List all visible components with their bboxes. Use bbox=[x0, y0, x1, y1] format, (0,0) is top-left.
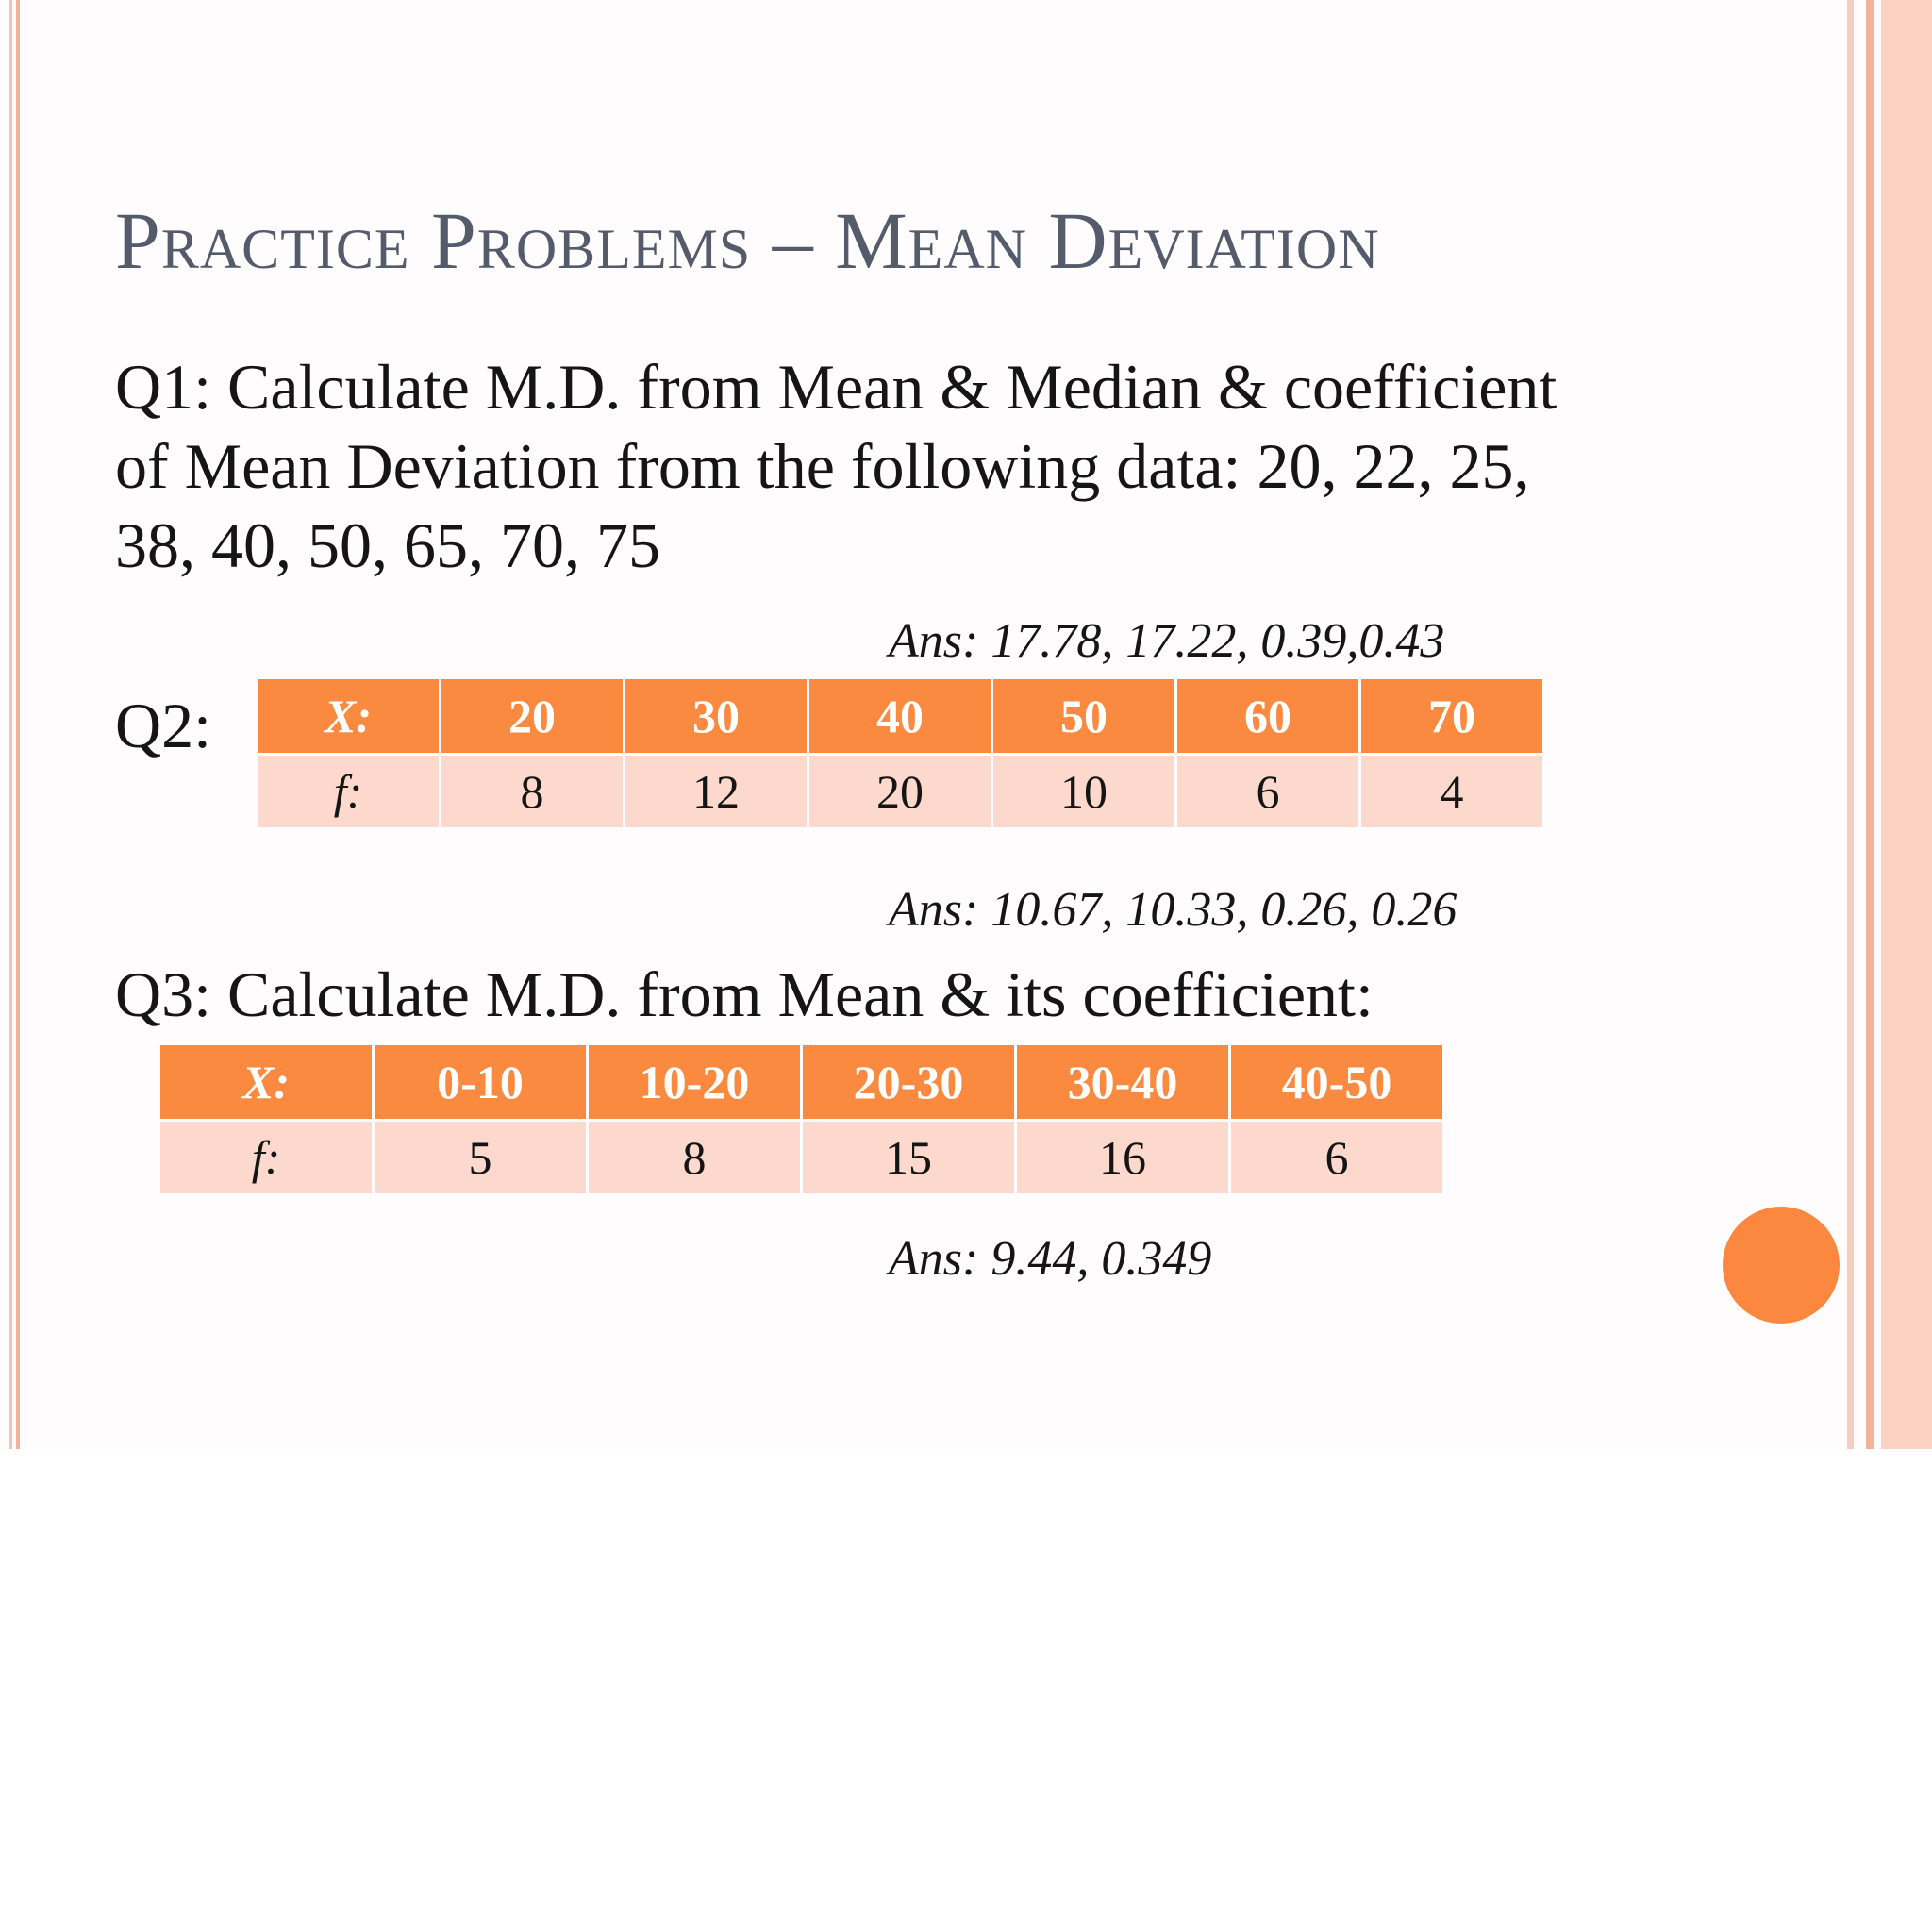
table-cell: X: bbox=[160, 1045, 372, 1119]
left-border-line bbox=[9, 0, 12, 1449]
table-cell: 16 bbox=[1017, 1122, 1228, 1193]
question-1-text: Q1: Calculate M.D. from Mean & Median & coefficient of Mean Deviation from the following data: 20, 22, 25, 38, 40, 50, 65, 70, 75 bbox=[115, 351, 1557, 581]
question-1-answer: Ans: 17.78, 17.22, 0.39,0.43 bbox=[889, 614, 1445, 668]
table-cell: 6 bbox=[1231, 1122, 1442, 1193]
right-border-line bbox=[1866, 0, 1874, 1449]
question-3-answer: Ans: 9.44, 0.349 bbox=[889, 1232, 1212, 1286]
table-cell: 50 bbox=[993, 679, 1174, 753]
table-cell: 40 bbox=[809, 679, 991, 753]
right-border-line bbox=[1847, 0, 1854, 1449]
table-cell: 4 bbox=[1361, 756, 1542, 827]
table-header-row bbox=[258, 679, 1542, 753]
table-row bbox=[258, 756, 1542, 827]
question-2-answer: Ans: 10.67, 10.33, 0.26, 0.26 bbox=[889, 883, 1457, 937]
blank-area bbox=[0, 1449, 1932, 1932]
table-header-row bbox=[160, 1045, 1442, 1119]
table-cell: 8 bbox=[441, 756, 623, 827]
table-cell: 20 bbox=[441, 679, 623, 753]
table-cell: 8 bbox=[589, 1122, 800, 1193]
table-cell: 70 bbox=[1361, 679, 1542, 753]
slide-title: Practice Problems – Mean Deviation bbox=[115, 195, 1380, 286]
table-cell: 30-40 bbox=[1017, 1045, 1228, 1119]
question-3-table bbox=[158, 1042, 1445, 1196]
table-cell: 40-50 bbox=[1231, 1045, 1442, 1119]
table-cell: 10-20 bbox=[589, 1045, 800, 1119]
table-cell: 0-10 bbox=[375, 1045, 586, 1119]
table-cell: 30 bbox=[625, 679, 807, 753]
table-cell: X: bbox=[258, 679, 439, 753]
table-cell: 5 bbox=[375, 1122, 586, 1193]
table-cell: 20 bbox=[809, 756, 991, 827]
question-2-table bbox=[255, 676, 1545, 830]
table-cell: 10 bbox=[993, 756, 1174, 827]
table-row bbox=[160, 1122, 1442, 1193]
table-cell: f: bbox=[160, 1122, 372, 1193]
decorative-circle-icon bbox=[1723, 1207, 1840, 1324]
question-2-label: Q2: bbox=[115, 690, 211, 761]
table-cell: 60 bbox=[1177, 679, 1358, 753]
right-border-band bbox=[1881, 0, 1932, 1449]
table-cell: 6 bbox=[1177, 756, 1358, 827]
table-cell: 20-30 bbox=[803, 1045, 1014, 1119]
table-cell: 15 bbox=[803, 1122, 1014, 1193]
table-cell: 12 bbox=[625, 756, 807, 827]
table-cell: f: bbox=[258, 756, 439, 827]
question-3-text: Q3: Calculate M.D. from Mean & its coefficient: bbox=[115, 958, 1374, 1030]
left-border-line bbox=[16, 0, 20, 1449]
